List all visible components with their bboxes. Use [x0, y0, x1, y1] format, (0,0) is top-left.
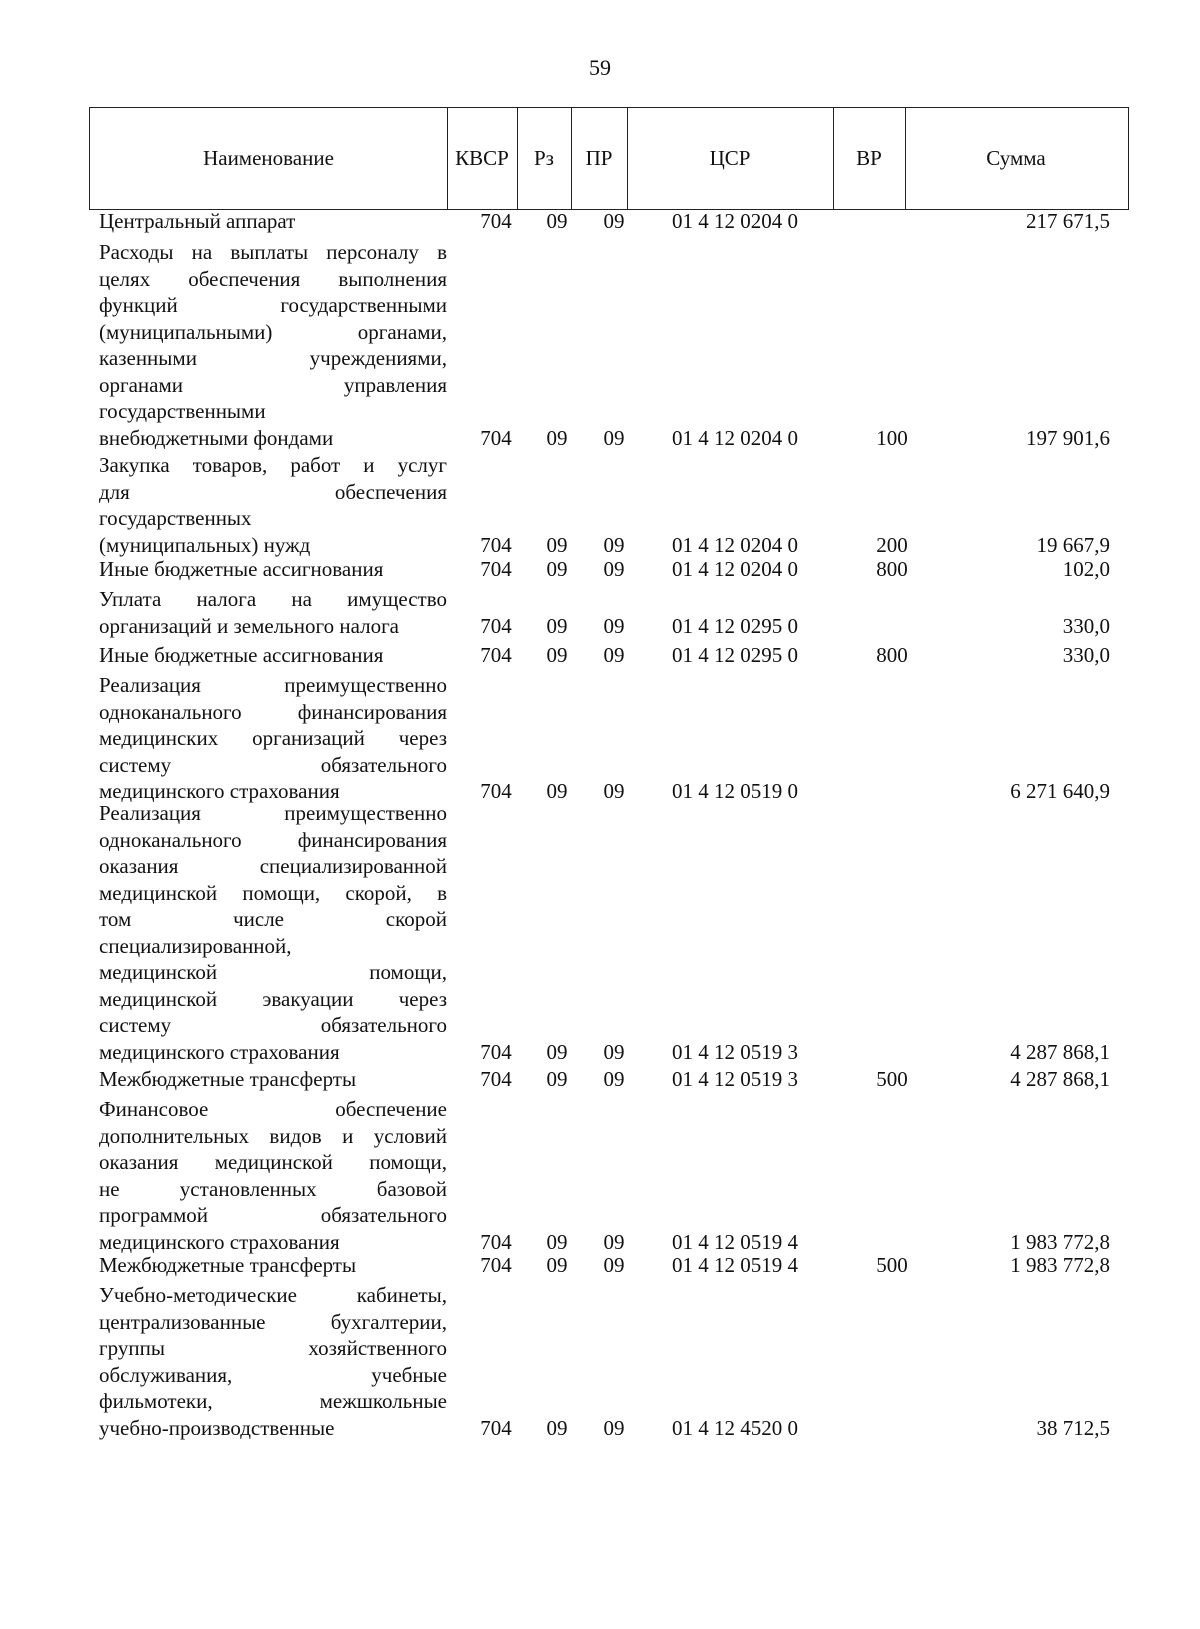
row-name-line: оказания медицинской помощи, — [99, 1150, 447, 1174]
row-pr: 09 — [603, 425, 625, 450]
row-name-line: внебюджетными фондами — [99, 425, 334, 450]
row-name-line: централизованные бухгалтерии, — [99, 1309, 447, 1334]
row-csr: 01 4 12 0519 0 — [672, 779, 798, 803]
row-csr: 01 4 12 4520 0 — [672, 1415, 798, 1440]
row-pr: 09 — [603, 532, 625, 557]
row-sum: 4 287 868,1 — [1010, 1067, 1110, 1091]
row-pr: 09 — [603, 1067, 625, 1091]
row-name-line: Межбюджетные трансферты — [99, 1253, 357, 1277]
row-csr: 01 4 12 0519 3 — [672, 1039, 798, 1064]
row-name — [99, 672, 447, 805]
row-name-line: Межбюджетные трансферты — [99, 1067, 357, 1091]
row-rz: 09 — [546, 425, 568, 450]
row-kvsr: 704 — [480, 1039, 512, 1064]
row-name-line: специализированной, — [99, 933, 292, 958]
row-pr: 09 — [603, 779, 625, 803]
row-name-line: одноканального финансирования — [99, 699, 447, 724]
row-rz: 09 — [546, 1415, 568, 1440]
row-name-line: медицинской эвакуации через — [99, 986, 447, 1011]
row-kvsr: 704 — [480, 613, 512, 638]
row-sum: 1 983 772,8 — [1010, 1253, 1110, 1277]
row-csr: 01 4 12 0295 0 — [672, 613, 798, 638]
row-pr: 09 — [603, 209, 625, 233]
row-name — [99, 556, 447, 583]
row-sum: 330,0 — [1062, 643, 1110, 667]
row-name-line: Уплата налога на имущество — [99, 587, 447, 611]
row-kvsr: 704 — [480, 209, 512, 233]
row-name-line: Иные бюджетные ассигнования — [99, 643, 384, 667]
row-name — [99, 452, 447, 558]
row-name-line: дополнительных видов и условий — [99, 1123, 447, 1148]
row-rz: 09 — [546, 557, 568, 581]
row-name-line: оказания специализированной — [99, 854, 447, 878]
row-pr: 09 — [603, 557, 625, 581]
row-kvsr: 704 — [480, 425, 512, 450]
row-sum: 330,0 — [1062, 613, 1110, 638]
row-csr: 01 4 12 0519 3 — [672, 1067, 798, 1091]
row-name-line: учебно-производственные — [99, 1415, 335, 1440]
row-name-line: функций государственными — [99, 293, 447, 317]
row-rz: 09 — [546, 779, 568, 803]
row-name-line: Реализация преимущественно — [99, 673, 447, 697]
row-sum: 1 983 772,8 — [1010, 1229, 1110, 1254]
row-name — [99, 208, 447, 235]
row-name-line: том числе скорой — [99, 907, 447, 931]
row-name-line: (муниципальными) органами, — [99, 319, 447, 344]
row-name-line: органами управления — [99, 372, 447, 397]
row-name-line: Центральный аппарат — [99, 209, 296, 233]
row-name-line: медицинских организаций через — [99, 726, 447, 750]
row-vr: 100 — [876, 425, 908, 450]
row-name — [99, 1066, 447, 1093]
row-name-line: медицинского страхования — [99, 779, 340, 803]
row-csr: 01 4 12 0204 0 — [672, 532, 798, 557]
row-name-line: казенными учреждениями, — [99, 346, 447, 370]
row-name-line: систему обязательного — [99, 1013, 447, 1037]
header-name: Наименование — [203, 145, 334, 170]
row-name-line: Учебно-методические кабинеты, — [99, 1283, 447, 1307]
row-name — [99, 586, 447, 639]
row-name — [99, 642, 447, 669]
row-name — [99, 1096, 447, 1255]
row-vr: 200 — [876, 532, 908, 557]
row-rz: 09 — [546, 1067, 568, 1091]
row-sum: 19 667,9 — [1036, 532, 1110, 557]
row-sum: 4 287 868,1 — [1010, 1039, 1110, 1064]
row-name-line: медицинской помощи, скорой, в — [99, 880, 447, 905]
row-csr: 01 4 12 0519 4 — [672, 1229, 798, 1254]
row-name-line: для обеспечения — [99, 479, 447, 504]
row-kvsr: 704 — [480, 557, 512, 581]
row-kvsr: 704 — [480, 1415, 512, 1440]
row-kvsr: 704 — [480, 1067, 512, 1091]
row-pr: 09 — [603, 1229, 625, 1254]
row-name-line: Финансовое обеспечение — [99, 1097, 447, 1121]
row-name-line: государственными — [99, 399, 266, 423]
page-number: 59 — [589, 55, 611, 80]
row-name-line: Расходы на выплаты персоналу в — [99, 240, 447, 264]
row-csr: 01 4 12 0204 0 — [672, 209, 798, 233]
row-name-line: Реализация преимущественно — [99, 801, 447, 825]
row-rz: 09 — [546, 1039, 568, 1064]
row-rz: 09 — [546, 643, 568, 667]
row-name-line: группы хозяйственного — [99, 1336, 447, 1360]
row-kvsr: 704 — [480, 532, 512, 557]
row-name-line: целях обеспечения выполнения — [99, 266, 447, 291]
row-vr: 500 — [876, 1253, 908, 1277]
row-name-line: государственных — [99, 506, 252, 530]
row-csr: 01 4 12 0204 0 — [672, 557, 798, 581]
row-name-line: не установленных базовой — [99, 1176, 447, 1201]
row-csr: 01 4 12 0295 0 — [672, 643, 798, 667]
row-csr: 01 4 12 0204 0 — [672, 425, 798, 450]
row-kvsr: 704 — [480, 1253, 512, 1277]
row-kvsr: 704 — [480, 779, 512, 803]
row-sum: 102,0 — [1062, 557, 1110, 581]
row-sum: 197 901,6 — [1026, 425, 1110, 450]
table-header — [89, 107, 1129, 210]
row-kvsr: 704 — [480, 643, 512, 667]
row-name-line: организаций и земельного налога — [99, 613, 399, 638]
row-rz: 09 — [546, 613, 568, 638]
header-vr: ВР — [856, 145, 882, 170]
row-vr: 800 — [876, 643, 908, 667]
row-name — [99, 800, 447, 1065]
row-sum: 6 271 640,9 — [1010, 779, 1110, 803]
row-name — [99, 1282, 447, 1441]
row-pr: 09 — [603, 1253, 625, 1277]
row-pr: 09 — [603, 1415, 625, 1440]
row-name-line: (муниципальных) нужд — [99, 532, 311, 557]
row-name-line: медицинского страхования — [99, 1039, 340, 1064]
row-name-line: программой обязательного — [99, 1203, 447, 1227]
header-csr: ЦСР — [709, 145, 751, 170]
row-pr: 09 — [603, 1039, 625, 1064]
row-name-line: систему обязательного — [99, 752, 447, 777]
row-rz: 09 — [546, 209, 568, 233]
row-pr: 09 — [603, 613, 625, 638]
row-name-line: Иные бюджетные ассигнования — [99, 557, 384, 581]
row-name — [99, 1252, 447, 1279]
row-sum: 38 712,5 — [1036, 1415, 1110, 1440]
row-name-line: медицинской помощи, — [99, 960, 447, 984]
row-name-line: одноканального финансирования — [99, 827, 447, 852]
row-csr: 01 4 12 0519 4 — [672, 1253, 798, 1277]
row-vr: 500 — [876, 1067, 908, 1091]
row-name-line: медицинского страхования — [99, 1229, 340, 1254]
header-sum: Сумма — [986, 145, 1046, 170]
row-pr: 09 — [603, 643, 625, 667]
header-rz: Рз — [534, 145, 554, 170]
row-rz: 09 — [546, 532, 568, 557]
header-kvsr: КВСР — [455, 145, 509, 170]
row-name — [99, 239, 447, 451]
row-name-line: обслуживания, учебные — [99, 1362, 447, 1387]
row-name-line: Закупка товаров, работ и услуг — [99, 453, 447, 477]
row-rz: 09 — [546, 1253, 568, 1277]
row-name-line: фильмотеки, межшкольные — [99, 1389, 447, 1413]
row-vr: 800 — [876, 557, 908, 581]
row-sum: 217 671,5 — [1026, 209, 1110, 233]
row-rz: 09 — [546, 1229, 568, 1254]
row-kvsr: 704 — [480, 1229, 512, 1254]
header-pr: ПР — [585, 145, 613, 170]
